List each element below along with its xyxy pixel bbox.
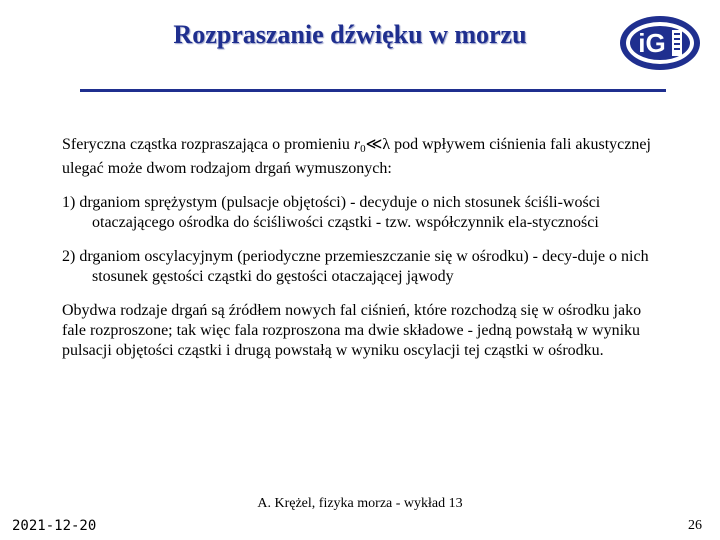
intro-paragraph: Sferyczna cząstka rozpraszająca o promieniu $r_0≪\lambda$ pod wpływem ciśnienia fali akustycznej ulegać może dwom rodzajom drgań wymuszonych: (62, 136, 651, 177)
ig-logo (618, 14, 702, 72)
footer-author: A. Krężel, fizyka morza - wykład 13 (257, 496, 463, 511)
logo-text: iG (638, 28, 666, 58)
slide-title: Rozpraszanie dźwięku w morzu (173, 20, 527, 49)
list-item-oscillation: 2) drganiom oscylacyjnym (periodyczne przemieszczanie się w ośrodku) - decy-duje o nich stosunek gęstości cząstki do gęstości otaczającej jąwody (62, 248, 649, 285)
title-underline (80, 89, 666, 92)
conclusion-paragraph: Obydwa rodzaje drgań są źródłem nowych fal ciśnień, które rozchodzą się w ośrodku jako fale rozproszone; tak więc fala rozproszona ma dwie składowe - jedną powstałą w wyniku pulsacji objętości cząstki i drugą powstałą w wyniku oscylacji tej cząstki w ośrodku. (62, 302, 642, 359)
slide-content (62, 135, 667, 375)
footer-date: 2021-12-20 (12, 518, 97, 534)
page-number: 26 (688, 518, 702, 533)
list-item-elastic: 1) drganiom sprężystym (pulsacje objętości) - decyduje o nich stosunek ściśli-wości otaczającego ośrodka do ściśliwości cząstki - tzw. współczynnik ela-styczności (62, 194, 601, 231)
relation-symbol: ≪λ (365, 136, 391, 153)
symbol-subscript: 0 (360, 143, 366, 155)
symbol-r: r (353, 136, 361, 153)
